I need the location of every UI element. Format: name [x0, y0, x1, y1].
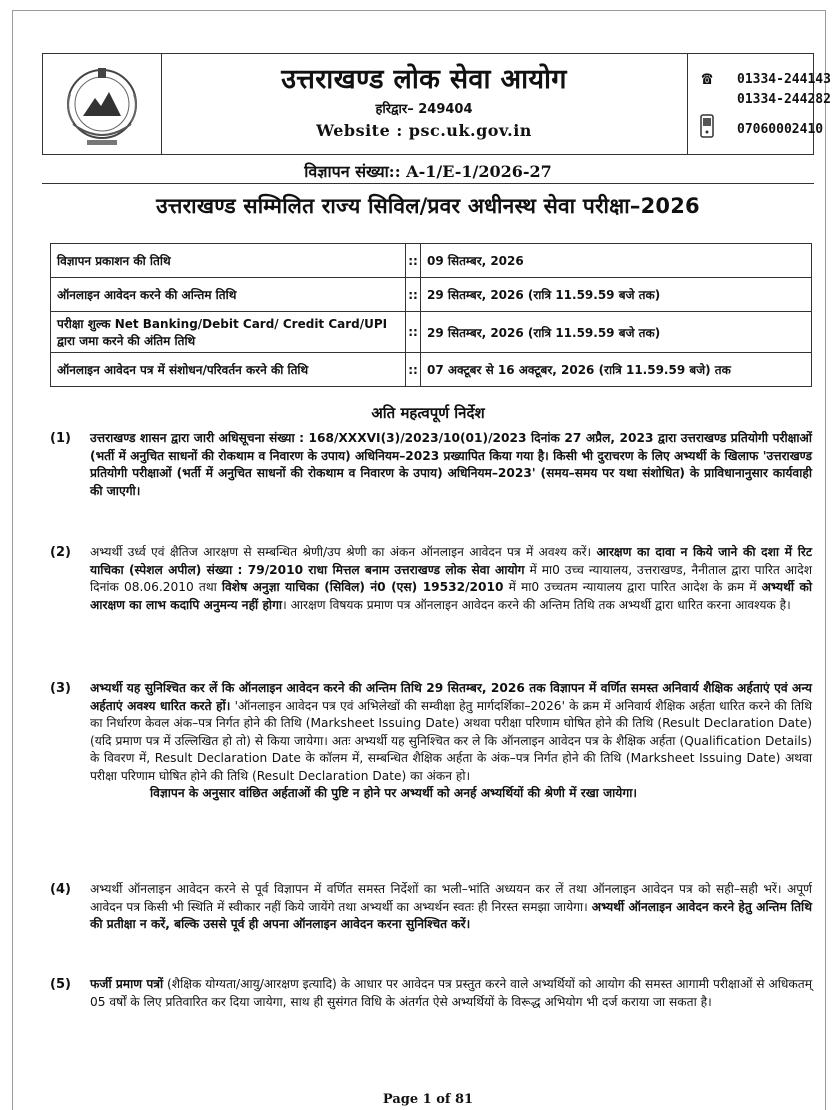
phone-number-1: 01334-244143: [737, 72, 831, 87]
separator: ::: [406, 353, 421, 387]
website-text: Website : psc.uk.gov.in: [316, 121, 532, 140]
table-row: [51, 278, 812, 312]
instruction-item-4: [50, 881, 812, 934]
instruction-item-1: [50, 430, 812, 500]
text-run: अभ्यर्थी ऑनलाइन आवेदन करने से पूर्व विज्ञापन में वर्णित समस्त निर्देशों का भली–भांति अध्ययन कर लें तथा ऑनलाइन आवेदन पत्र को सही–सही भरें। अपूर्ण आवेदन पत्र किसी भी स्थिति में स्वीकार नहीं किये जायेंगे तथा अभ्यर्थी का अभ्यर्थन स्वतः ही निरस्त समझा जायेगा।: [90, 882, 812, 914]
text-run: । आरक्षण विषयक प्रमाण पत्र ऑनलाइन आवेदन करने की अन्तिम तिथि तक अभ्यर्थी द्वारा धारित करना आवश्यक है।: [282, 597, 791, 612]
instruction-text: [90, 680, 812, 785]
instruction-number: (3): [50, 681, 71, 696]
contact-cell: [687, 54, 831, 154]
organization-city: हरिद्वार– 249404: [375, 102, 473, 117]
commission-emblem-logo: [43, 54, 161, 154]
instruction-number: (2): [50, 545, 71, 560]
text-run: (शैक्षिक योग्यता/आयु/आरक्षण इत्यादि) के आधार पर आवेदन पत्र प्रस्तुत करने वाले अभ्यर्थियों को आयोग की समस्त आगामी परीक्षाओं से अधिकतम् 05 वर्षों के लिए प्रतिवारित कर दिया जायेगा, साथ ही सुसंगत विधि के अंतर्गत ऐसे अभ्यर्थियों के विरूद्ध अभियोग भी दर्ज कराया जा सकता है।: [90, 977, 812, 1009]
instruction-text: उत्तराखण्ड शासन द्वारा जारी अधिसूचना संख्या : 168/XXXVI(3)/2023/10(01)/2023 दिनांक 27 अप्रैल, 2023 द्वारा उत्तराखण्ड प्रतियोगी परीक्षाओं (भर्ती में अनुचित साधनों की रोकथाम व निवारण के उपाय) अधिनियम–2023 प्रख्यापित किया गया है। किसी भी दुराचरण के लिए अभ्यर्थी के खिलाफ 'उत्तराखण्ड प्रतियोगी परीक्षाओं (भर्ती में अनुचित साधनों की रोकथाम व निवारण के उपाय) अधिनियम–2023' (समय–समय पर यथा संशोधित) के प्राविधानानुसार कार्यवाही की जाएगी।: [90, 431, 812, 498]
text-run: अभ्यर्थी उर्ध्व एवं क्षैतिज आरक्षण से सम्बन्धित श्रेणी/उप श्रेणी का अंकन ऑनलाइन आवेदन पत्र में अवश्य करें।: [90, 545, 597, 559]
bold-run: विशेष अनुज्ञा याचिका (सिविल) नं0 (एस) 19532/2010: [221, 580, 504, 594]
advertisement-number: विज्ञापन संख्या:: A-1/E-1/2026-27: [304, 162, 552, 181]
date-value: 09 सितम्बर, 2026: [421, 244, 812, 278]
phone-number-2: 01334-244282: [737, 92, 831, 107]
instruction-note: विज्ञापन के अनुसार वांछित अर्हताओं की पुष्टि न होने पर अभ्यर्थी को अनर्ह अभ्यर्थियों की श्रेणी में रखा जायेगा।: [150, 786, 637, 800]
text-run: में मा0 उच्च न्यायालय, उत्तराखण्ड, नैनीताल द्वारा पारित आदेश दिनांक 08.06.2010 तथा: [90, 562, 812, 594]
date-label: विज्ञापन प्रकाशन की तिथि: [51, 244, 406, 278]
instruction-item-5: [50, 976, 812, 1011]
bold-run: अभ्यर्थी को आरक्षण का लाभ कदापि अनुमन्य नहीं होगा: [90, 580, 812, 612]
date-label: ऑनलाइन आवेदन पत्र में संशोधन/परिवर्तन करने की तिथि: [51, 353, 406, 387]
logo-cell: [43, 54, 162, 154]
exam-title: उत्तराखण्ड सम्मिलित राज्य सिविल/प्रवर अधीनस्थ सेवा परीक्षा–2026: [156, 194, 700, 218]
instructions-heading: अति महत्वपूर्ण निर्देश: [371, 404, 485, 422]
instruction-number: (5): [50, 977, 71, 992]
instruction-text: [90, 976, 812, 1011]
instruction-number: (4): [50, 882, 71, 897]
divider: [42, 183, 814, 184]
table-row: [51, 353, 812, 387]
title-cell: [161, 54, 688, 154]
telephone-icon: ☎: [701, 68, 713, 89]
letterhead: [42, 53, 831, 155]
bold-run: अभ्यर्थी यह सुनिश्चित कर लें कि ऑनलाइन आवेदन करने की अन्तिम तिथि 29 सितम्बर, 2026 तक विज्ञापन में वर्णित समस्त अनिवार्य शैक्षिक अर्हताएं एवं अन्य अर्हताएं अवश्य धारित करते हों।: [90, 681, 812, 713]
date-label: ऑनलाइन आवेदन करने की अन्तिम तिथि: [51, 278, 406, 312]
bold-run: आरक्षण का दावा न किये जाने की दशा में रिट याचिका (स्पेशल अपील) संख्या : 79/2010 राधा मित्तल बनाम उत्तराखण्ड लोक सेवा आयोग: [90, 545, 813, 577]
important-dates-table: [50, 243, 812, 387]
instruction-item-3: [50, 680, 812, 803]
instruction-number: (1): [50, 431, 71, 446]
bold-run: फर्जी प्रमाण पत्रों: [90, 977, 164, 991]
instruction-text: [90, 881, 812, 934]
organization-name: उत्तराखण्ड लोक सेवा आयोग: [281, 64, 567, 95]
separator: ::: [406, 312, 421, 353]
date-value: 29 सितम्बर, 2026 (रात्रि 11.59.59 बजे तक): [421, 278, 812, 312]
instruction-text: [90, 544, 812, 614]
instruction-item-2: [50, 544, 812, 614]
table-row: [51, 244, 812, 278]
mobile-number: 07060002410: [737, 122, 824, 137]
bold-run: अभ्यर्थी ऑनलाइन आवेदन करने हेतु अन्तिम तिथि की प्रतीक्षा न करें, बल्कि उससे पूर्व ही अपना ऑनलाइन आवेदन करना सुनिश्चित करें।: [90, 899, 812, 931]
separator: ::: [406, 244, 421, 278]
text-run: में मा0 उच्चतम न्यायालय द्वारा पारित आदेश के क्रम में: [503, 580, 762, 594]
separator: ::: [406, 278, 421, 312]
text-run: 'ऑनलाइन आवेदन पत्र एवं अभिलेखों की सम्वीक्षा हेतु मार्गदर्शिका–2026' के क्रम में अनिवार्य शैक्षिक अर्हता धारित करने की तिथि का निर्धारण केवल अंक–पत्र निर्गत होने की तिथि (Marksheet Issuing Date) अथवा परीक्षा परिणाम घोषित होने की तिथि (Result Declaration Date) (यदि प्रमाण पत्र में उल्लिखित हो तो) से किया जायेगा। अतः अभ्यर्थी यह सुनिश्चित कर ले कि ऑनलाइन आवेदन पत्र के शैक्षिक अर्हता (Qualification Details) के विवरण में, Result Declaration Date के कॉलम में, सम्बन्धित शैक्षिक अर्हता के अंक–पत्र निर्गत होने की तिथि (Marksheet Issuing Date) अथवा परीक्षा परिणाम घोषित होने की तिथि (Result Declaration Date) का अंकन हो।: [90, 698, 812, 783]
mobile-phone-icon: [697, 114, 717, 143]
table-row: [51, 312, 812, 353]
date-value: 29 सितम्बर, 2026 (रात्रि 11.59.59 बजे तक): [421, 312, 812, 353]
date-value: 07 अक्टूबर से 16 अक्टूबर, 2026 (रात्रि 11.59.59 बजे) तक: [421, 353, 812, 387]
page-number: Page 1 of 81: [382, 1092, 474, 1107]
date-label: परीक्षा शुल्क Net Banking/Debit Card/ Credit Card/UPI द्वारा जमा करने की अंतिम तिथि: [51, 312, 406, 353]
